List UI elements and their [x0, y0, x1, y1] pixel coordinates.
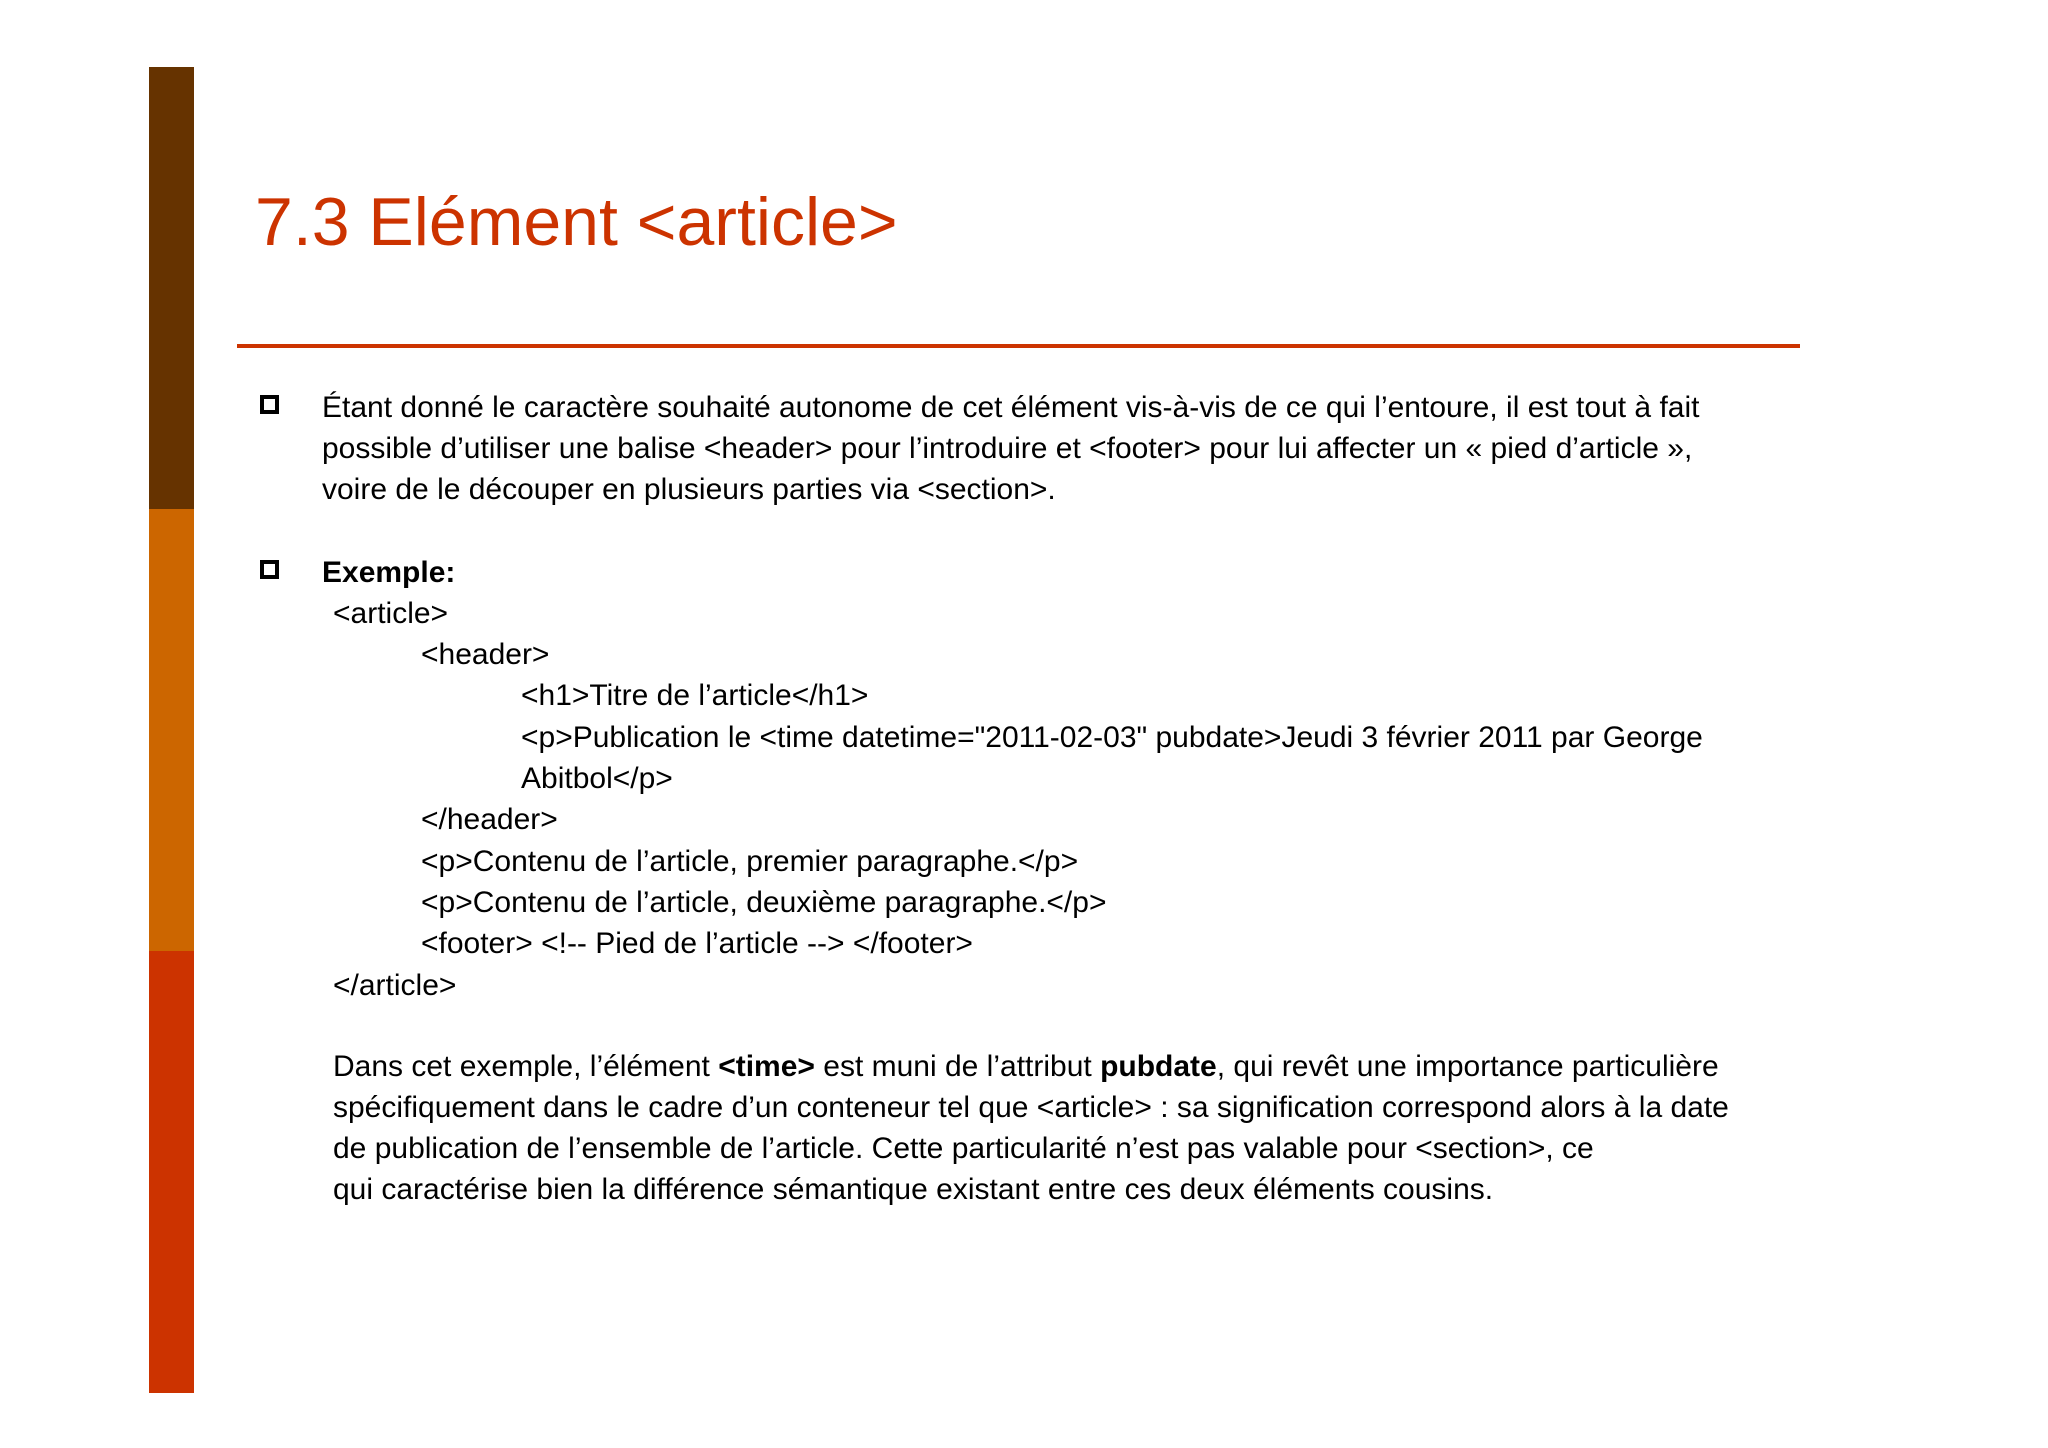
- code-line: <p>Contenu de l’article, deuxième paragraphe.</p>: [421, 886, 1107, 919]
- code-line: <h1>Titre de l’article</h1>: [521, 679, 869, 712]
- side-bar-top-segment: [149, 67, 194, 509]
- code-line: <header>: [421, 638, 550, 671]
- bullet-paragraph-line: Étant donné le caractère souhaité autonome de cet élément vis-à-vis de ce qui l’entoure, il est tout à fait: [322, 391, 1700, 424]
- hollow-square-bullet-icon: [260, 395, 279, 414]
- explanation-line: de publication de l’ensemble de l’article. Cette particularité n’est pas valable pour <section>, ce: [333, 1132, 1594, 1165]
- code-line: </article>: [333, 969, 457, 1002]
- explanation-text: , qui revêt une importance particulière: [1216, 1050, 1719, 1083]
- pubdate-bold: pubdate: [1100, 1050, 1217, 1083]
- bullet-paragraph-line: voire de le découper en plusieurs parties via <section>.: [322, 473, 1056, 506]
- explanation-paragraph: [333, 1046, 1810, 1210]
- explanation-text: Dans cet exemple, l’élément: [333, 1050, 719, 1083]
- example-label: Exemple:: [322, 556, 456, 589]
- side-bar-middle-segment: [149, 509, 194, 951]
- time-tag-bold: <time>: [718, 1050, 815, 1083]
- code-line: Abitbol</p>: [521, 762, 673, 795]
- side-bar-bottom-segment: [149, 951, 194, 1393]
- code-line: <article>: [333, 597, 449, 630]
- bullet-paragraph-line: possible d’utiliser une balise <header> pour l’introduire et <footer> pour lui affecter un « pied d’article »,: [322, 432, 1693, 465]
- explanation-line: spécifiquement dans le cadre d’un conteneur tel que <article> : sa signification correspond alors à la date: [333, 1091, 1729, 1124]
- title-underline-rule: [237, 344, 1800, 348]
- code-line: </header>: [421, 803, 558, 836]
- bullet-paragraph-1: [322, 387, 1810, 510]
- slide-title: 7.3 Elément <article>: [255, 184, 898, 260]
- side-color-bar: [149, 67, 194, 1393]
- hollow-square-bullet-icon: [260, 560, 279, 579]
- explanation-text: est muni de l’attribut: [814, 1050, 1101, 1083]
- code-line: <p>Contenu de l’article, premier paragraphe.</p>: [421, 845, 1079, 878]
- code-line: <footer> <!-- Pied de l’article --> </footer>: [421, 927, 973, 960]
- explanation-line: qui caractérise bien la différence sémantique existant entre ces deux éléments cousins.: [333, 1173, 1494, 1206]
- code-line: <p>Publication le <time datetime="2011-02-03" pubdate>Jeudi 3 février 2011 par George: [521, 721, 1703, 754]
- explanation-line: [333, 1046, 1810, 1087]
